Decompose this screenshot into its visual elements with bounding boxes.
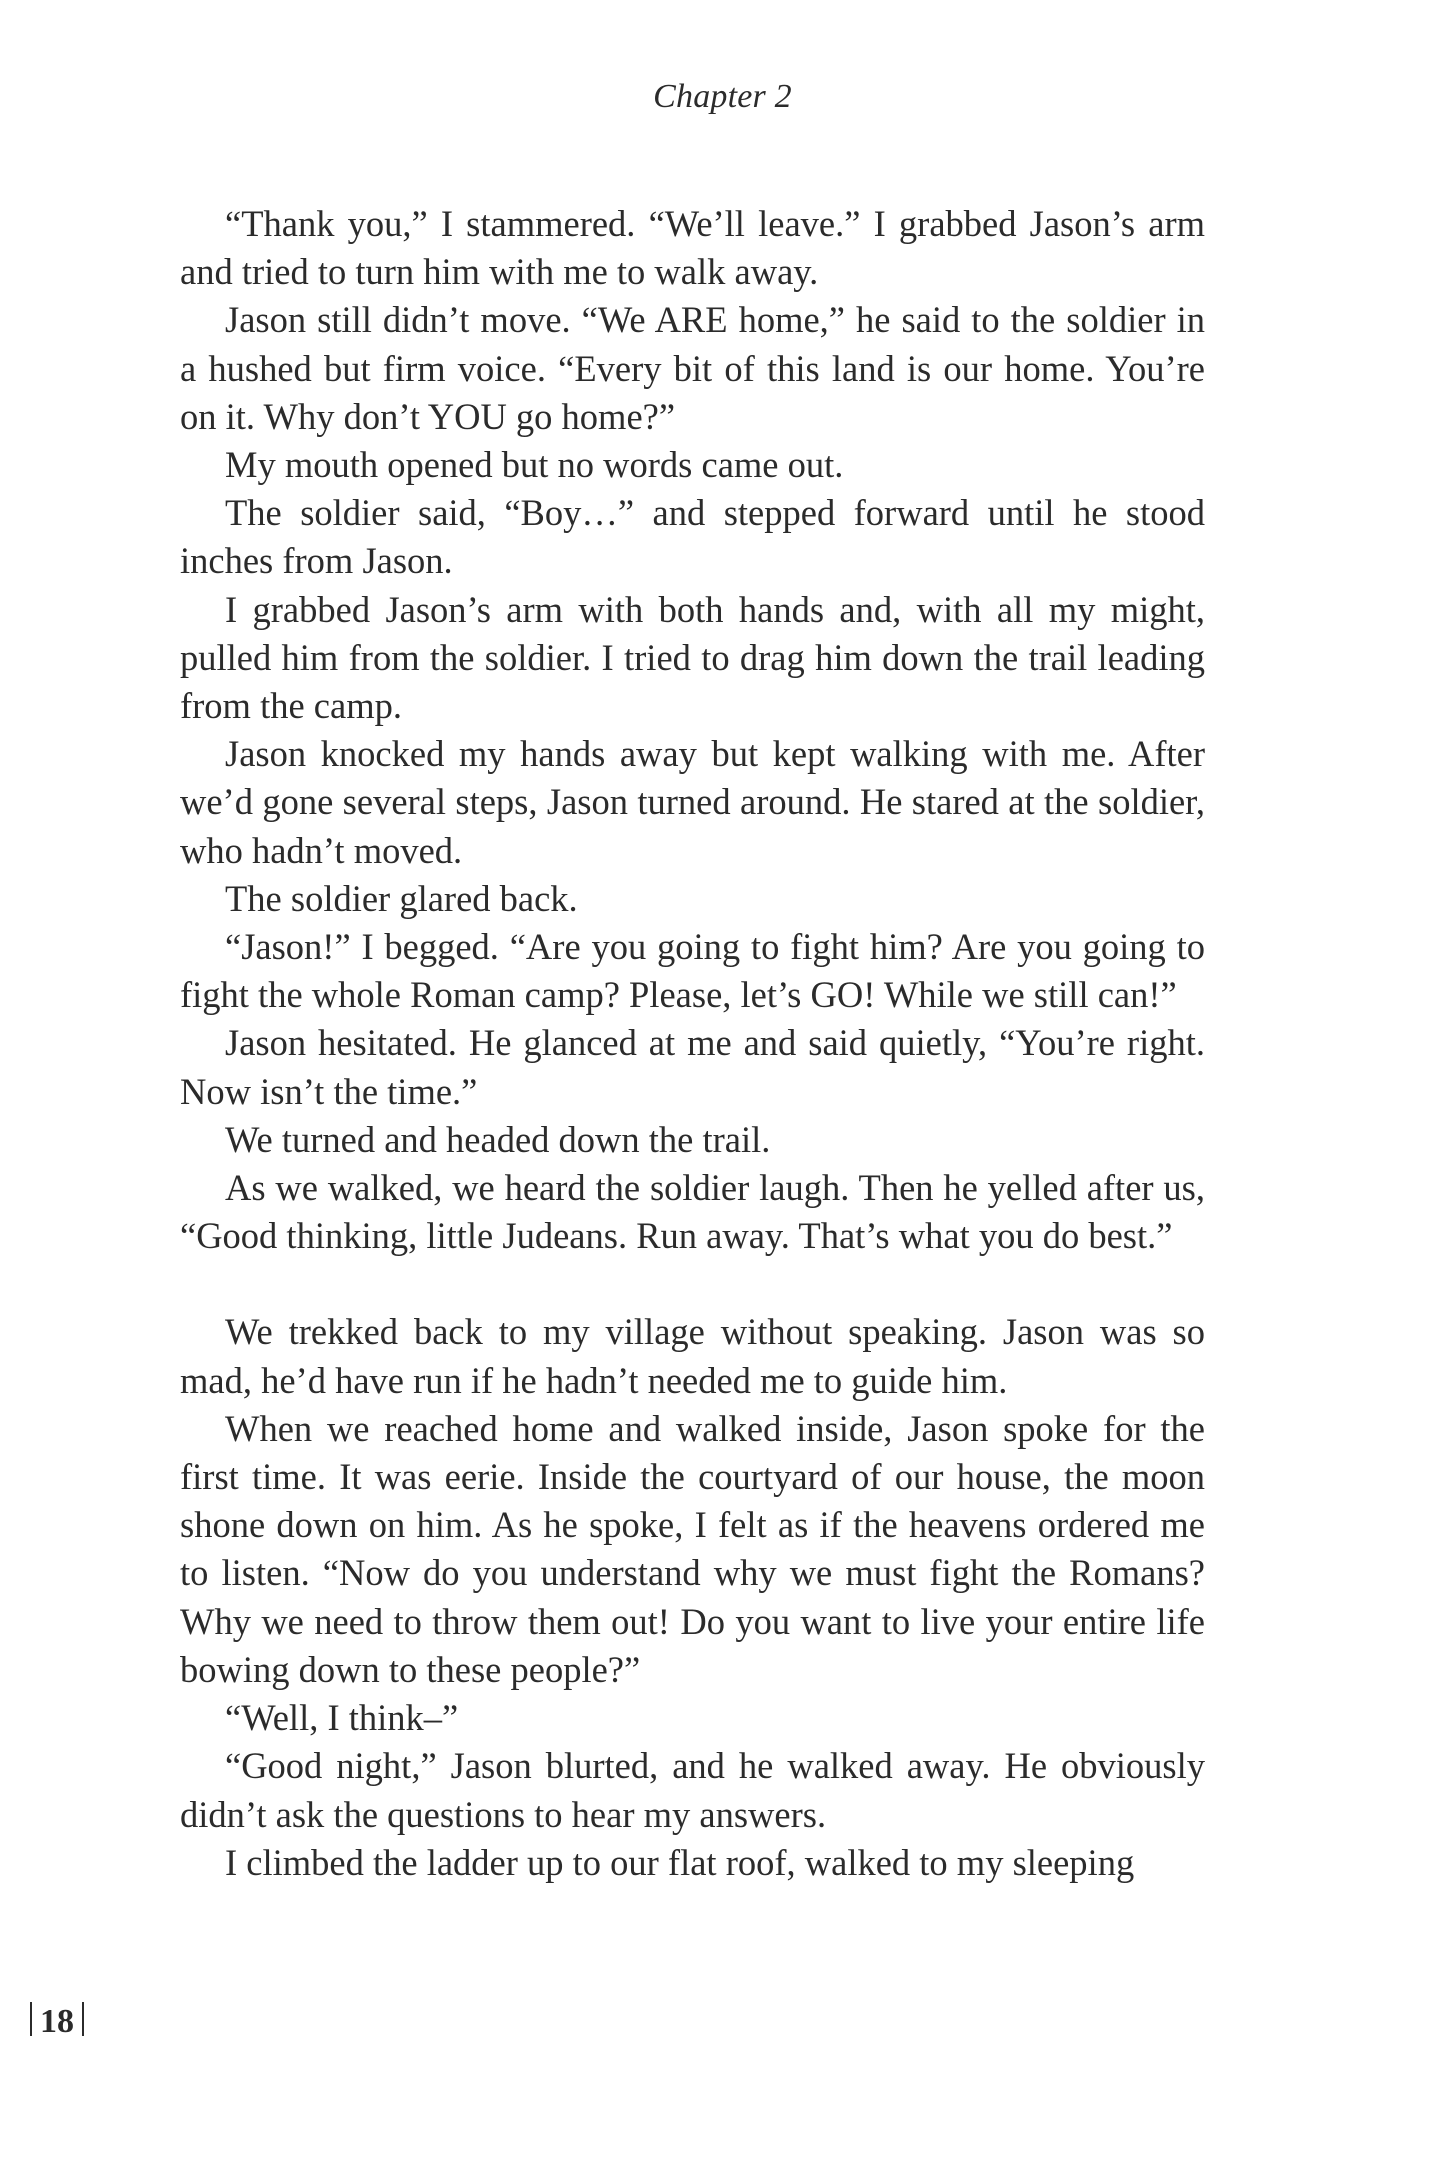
page-number <box>22 2002 92 2041</box>
paragraph: When we reached home and walked inside, Jason spoke for the first time. It was eerie. Inside the courtyard of our house, the moon shone down on him. As he spoke, I felt as if the heavens ordered me to listen. “Now do you understand why we must fight the Romans? Why we need to throw them out! Do you want to live your entire life bowing down to these people?” <box>180 1407 1205 1690</box>
paragraph: My mouth opened but no words came out. <box>225 444 844 486</box>
paragraph: We trekked back to my village without speaking. Jason was so mad, he’d have run if he hadn’t needed me to guide him. <box>180 1311 1205 1401</box>
paragraph: Jason knocked my hands away but kept walking with me. After we’d gone several steps, Jason turned around. He stared at the soldier, who hadn’t moved. <box>180 733 1205 871</box>
body-text <box>180 200 1205 1887</box>
running-head: Chapter 2 <box>653 78 792 115</box>
paragraph: Jason still didn’t move. “We ARE home,” he said to the soldier in a hushed but firm voice. “Every bit of this land is our home. You’re on it. Why don’t YOU go home?” <box>180 299 1205 437</box>
page-number-value: 18 <box>40 2003 74 2040</box>
paragraph: The soldier said, “Boy…” and stepped forward until he stood inches from Jason. <box>180 492 1205 582</box>
paragraph: The soldier glared back. <box>225 877 578 919</box>
paragraph: I grabbed Jason’s arm with both hands and, with all my might, pulled him from the soldier. I tried to drag him down the trail leading from the camp. <box>180 588 1205 727</box>
paragraph: “Thank you,” I stammered. “We’ll leave.” I grabbed Jason’s arm and tried to turn him with me to walk away. <box>180 203 1205 293</box>
paragraph: “Good night,” Jason blurted, and he walked away. He obviously didn’t ask the questions to hear my answers. <box>180 1745 1205 1835</box>
folio-bar-left <box>30 2002 32 2036</box>
paragraph: I climbed the ladder up to our flat roof, walked to my sleeping <box>225 1841 1135 1883</box>
paragraph: Jason hesitated. He glanced at me and said quietly, “You’re right. Now isn’t the time.” <box>180 1022 1205 1112</box>
section-break <box>180 1260 1205 1308</box>
folio-bar-right <box>82 2002 84 2036</box>
paragraph: As we walked, we heard the soldier laugh. Then he yelled after us, “Good thinking, little Judeans. Run away. That’s what you do best.” <box>180 1167 1205 1257</box>
paragraph: “Jason!” I begged. “Are you going to fight him? Are you going to fight the whole Roman camp? Please, let’s GO! While we still can!” <box>180 926 1205 1016</box>
paragraph: We turned and headed down the trail. <box>225 1118 771 1160</box>
paragraph: “Well, I think–” <box>225 1697 459 1739</box>
